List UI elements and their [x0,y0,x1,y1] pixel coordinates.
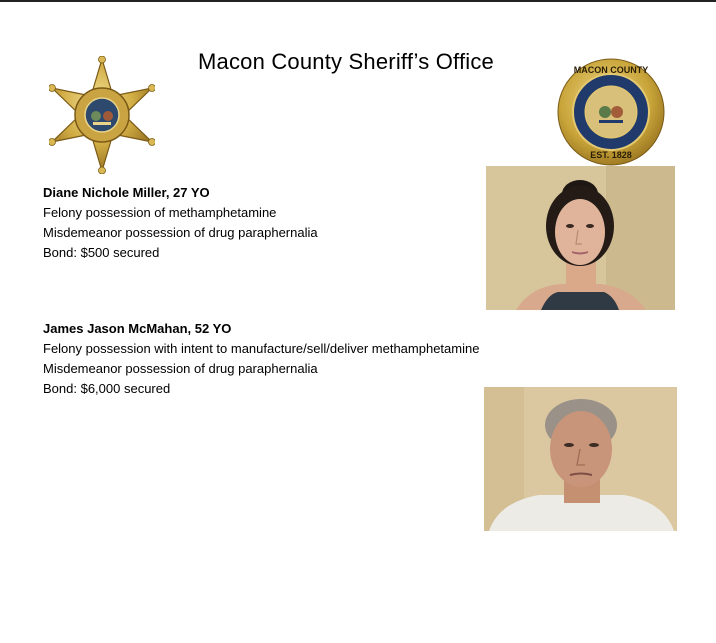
person-name: James Jason McMahan, 52 YO [43,321,232,336]
bond-text: Bond: $500 secured [43,245,160,260]
seal-est-text: EST. 1828 [590,150,632,160]
charge-line: Misdemeanor possession of drug paraphernalia [43,361,318,376]
county-seal-logo [557,58,665,166]
seal-top-text: MACON COUNTY [573,65,649,75]
page-title: Macon County Sheriff’s Office [197,49,494,74]
charge-line: Misdemeanor possession of drug paraphernalia [43,225,318,240]
bond-text: Bond: $6,000 secured [43,381,171,396]
charge-line: Felony possession with intent to manufacture/sell/deliver methamphetamine [43,341,480,356]
mugshot-photo-1 [486,166,675,310]
person-name: Diane Nichole Miller, 27 YO [43,185,210,200]
arrest-entry-1 [43,183,318,263]
mugshot-photo-2 [484,387,677,531]
sheriff-badge-logo [49,56,155,174]
top-border-line [0,0,716,2]
charge-line: Felony possession of methamphetamine [43,205,277,220]
arrest-entry-2 [43,319,479,399]
